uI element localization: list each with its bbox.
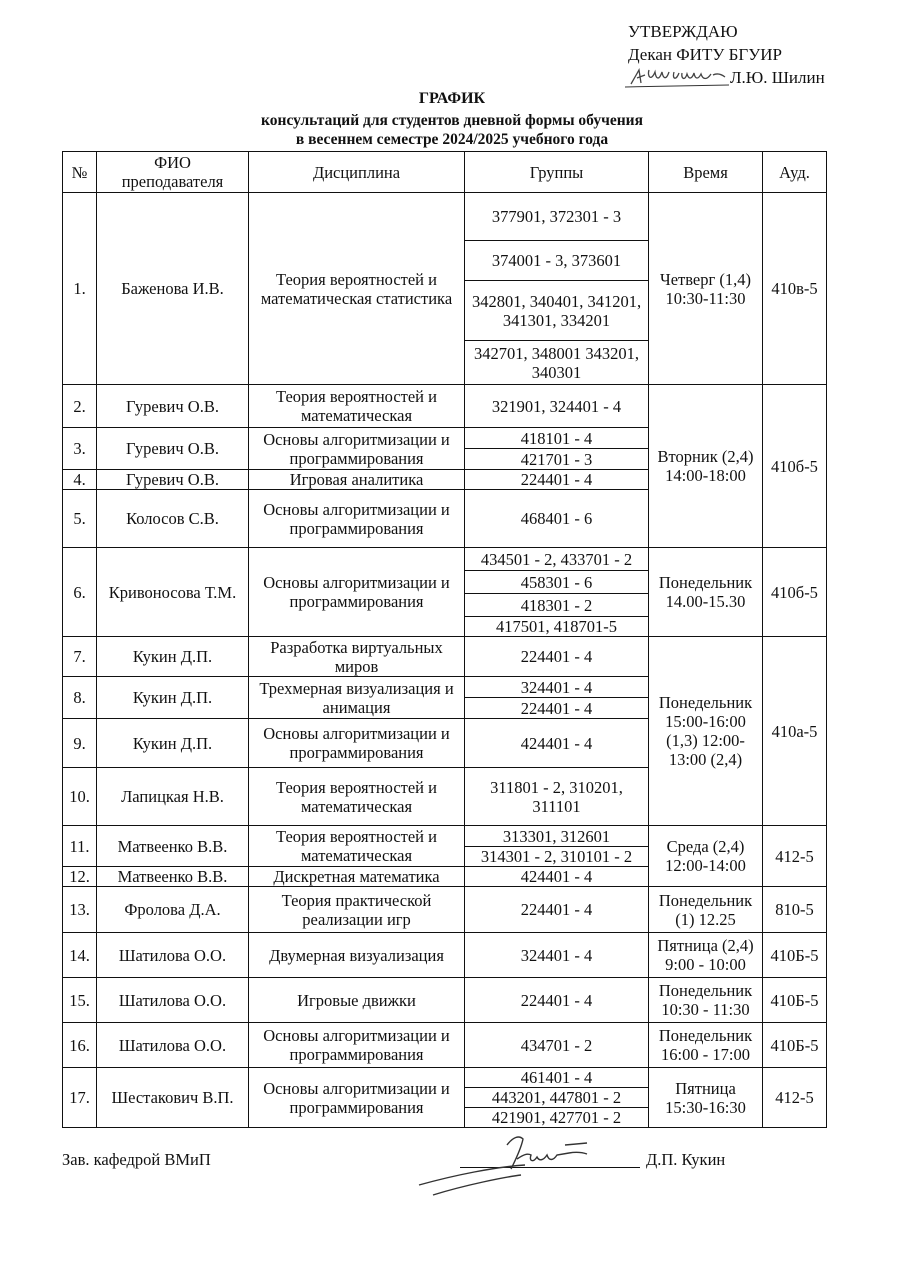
row-discipline: Двумерная визуализация (249, 933, 465, 978)
row-time: Пятница 15:30-16:30 (649, 1068, 763, 1128)
row-num: 12. (63, 867, 97, 887)
table-row (63, 933, 827, 978)
head-signature (415, 1125, 615, 1200)
row-time: Понедельник 14.00-15.30 (649, 548, 763, 637)
header-groups: Группы (465, 152, 649, 193)
row-teacher: Шатилова О.О. (97, 1023, 249, 1068)
row-group: 342801, 340401, 341201, 341301, 334201 (465, 281, 649, 341)
row-teacher: Кривоносова Т.М. (97, 548, 249, 637)
row-teacher: Матвеенко В.В. (97, 826, 249, 867)
header-num: № (63, 152, 97, 193)
row-group: 424401 - 4 (465, 719, 649, 768)
header-teacher-l1: ФИО (154, 153, 191, 172)
row-teacher: Колосов С.В. (97, 490, 249, 548)
row-group: 468401 - 6 (465, 490, 649, 548)
row-group: 342701, 348001 343201, 340301 (465, 341, 649, 385)
row-time: Понедельник 15:00-16:00 (1,3) 12:00-13:00 (2,4) (649, 637, 763, 826)
row-group: 461401 - 4 (465, 1068, 649, 1088)
row-room: 410б-5 (763, 385, 827, 548)
row-room: 410а-5 (763, 637, 827, 826)
row-teacher: Гуревич О.В. (97, 470, 249, 490)
row-num: 2. (63, 385, 97, 428)
row-group: 224401 - 4 (465, 887, 649, 933)
table-row (63, 193, 827, 241)
row-room: 410б-5 (763, 548, 827, 637)
row-num: 14. (63, 933, 97, 978)
row-time: Четверг (1,4) 10:30-11:30 (649, 193, 763, 385)
row-group: 314301 - 2, 310101 - 2 (465, 847, 649, 867)
row-discipline: Теория вероятностей и математическая (249, 385, 465, 428)
approval-position: Декан ФИТУ БГУИР (628, 45, 782, 64)
table-row (63, 826, 827, 847)
row-group: 421901, 427701 - 2 (465, 1108, 649, 1128)
row-teacher: Фролова Д.А. (97, 887, 249, 933)
table-row (63, 887, 827, 933)
row-group: 224401 - 4 (465, 978, 649, 1023)
row-room: 410в-5 (763, 193, 827, 385)
table-row (63, 1068, 827, 1088)
row-group: 424401 - 4 (465, 867, 649, 887)
table-row (63, 548, 827, 571)
row-num: 5. (63, 490, 97, 548)
row-discipline: Основы алгоритмизации и программирования (249, 428, 465, 470)
doc-title: ГРАФИК (418, 90, 486, 107)
row-group: 377901, 372301 - 3 (465, 193, 649, 241)
row-num: 16. (63, 1023, 97, 1068)
row-group: 321901, 324401 - 4 (465, 385, 649, 428)
row-num: 7. (63, 637, 97, 677)
table-row (63, 385, 827, 428)
row-discipline: Основы алгоритмизации и программирования (249, 548, 465, 637)
row-group: 224401 - 4 (465, 698, 649, 719)
row-num: 17. (63, 1068, 97, 1128)
row-time: Понедельник 10:30 - 11:30 (649, 978, 763, 1023)
row-num: 4. (63, 470, 97, 490)
row-num: 10. (63, 768, 97, 826)
row-group: 458301 - 6 (465, 571, 649, 594)
row-teacher: Гуревич О.В. (97, 428, 249, 470)
approval-signer-name: Л.Ю. Шилин (730, 68, 825, 87)
row-num: 11. (63, 826, 97, 867)
row-teacher: Шестакович В.П. (97, 1068, 249, 1128)
row-discipline: Игровая аналитика (249, 470, 465, 490)
row-num: 15. (63, 978, 97, 1023)
table-row (63, 978, 827, 1023)
row-group: 224401 - 4 (465, 470, 649, 490)
row-discipline: Теория вероятностей и математическая (249, 826, 465, 867)
doc-semester: в весеннем семестре 2024/2025 учебного года (295, 131, 609, 148)
row-group: 421701 - 3 (465, 449, 649, 470)
row-num: 9. (63, 719, 97, 768)
row-teacher: Шатилова О.О. (97, 933, 249, 978)
row-teacher: Кукин Д.П. (97, 637, 249, 677)
row-discipline: Трехмерная визуализация и анимация (249, 677, 465, 719)
row-room: 412-5 (763, 1068, 827, 1128)
row-discipline: Теория практической реализации игр (249, 887, 465, 933)
row-group: 313301, 312601 (465, 826, 649, 847)
footer-position: Зав. кафедрой ВМиП (62, 1150, 211, 1169)
row-room: 410Б-5 (763, 933, 827, 978)
row-discipline: Теория вероятностей и математическая статистика (249, 193, 465, 385)
row-num: 6. (63, 548, 97, 637)
row-group: 434701 - 2 (465, 1023, 649, 1068)
row-time: Понедельник (1) 12.25 (649, 887, 763, 933)
header-time: Время (649, 152, 763, 193)
row-teacher: Матвеенко В.В. (97, 867, 249, 887)
row-time: Пятница (2,4) 9:00 - 10:00 (649, 933, 763, 978)
row-teacher: Шатилова О.О. (97, 978, 249, 1023)
row-discipline: Основы алгоритмизации и программирования (249, 1023, 465, 1068)
row-teacher: Кукин Д.П. (97, 719, 249, 768)
doc-subtitle: консультаций для студентов дневной формы обучения (261, 112, 643, 129)
row-group: 434501 - 2, 433701 - 2 (465, 548, 649, 571)
row-discipline: Разработка виртуальных миров (249, 637, 465, 677)
row-discipline: Игровые движки (249, 978, 465, 1023)
row-discipline: Основы алгоритмизации и программирования (249, 490, 465, 548)
row-group: 443201, 447801 - 2 (465, 1088, 649, 1108)
row-teacher: Кукин Д.П. (97, 677, 249, 719)
row-group: 417501, 418701-5 (465, 617, 649, 637)
table-row (63, 637, 827, 677)
header-teacher (97, 152, 249, 193)
header-teacher-l2: преподавателя (121, 172, 224, 191)
row-num: 3. (63, 428, 97, 470)
row-room: 412-5 (763, 826, 827, 887)
row-discipline: Дискретная математика (249, 867, 465, 887)
footer-signer: Д.П. Кукин (646, 1150, 726, 1169)
row-group: 224401 - 4 (465, 637, 649, 677)
row-teacher: Баженова И.В. (97, 193, 249, 385)
row-teacher: Гуревич О.В. (97, 385, 249, 428)
row-group: 324401 - 4 (465, 933, 649, 978)
row-time: Среда (2,4) 12:00-14:00 (649, 826, 763, 887)
header-room: Ауд. (763, 152, 827, 193)
consultation-table (62, 151, 827, 1128)
row-room: 410Б-5 (763, 1023, 827, 1068)
row-discipline: Теория вероятностей и математическая (249, 768, 465, 826)
row-group: 418101 - 4 (465, 428, 649, 449)
row-time: Вторник (2,4) 14:00-18:00 (649, 385, 763, 548)
row-discipline: Основы алгоритмизации и программирования (249, 719, 465, 768)
row-group: 324401 - 4 (465, 677, 649, 698)
row-teacher: Лапицкая Н.В. (97, 768, 249, 826)
row-group: 418301 - 2 (465, 594, 649, 617)
table-header-row (63, 152, 827, 193)
row-room: 410Б-5 (763, 978, 827, 1023)
header-discipline: Дисциплина (249, 152, 465, 193)
row-num: 1. (63, 193, 97, 385)
row-num: 8. (63, 677, 97, 719)
row-time: Понедельник 16:00 - 17:00 (649, 1023, 763, 1068)
row-group: 374001 - 3, 373601 (465, 241, 649, 281)
row-group: 311801 - 2, 310201, 311101 (465, 768, 649, 826)
approval-heading: УТВЕРЖДАЮ (628, 22, 738, 41)
row-discipline: Основы алгоритмизации и программирования (249, 1068, 465, 1128)
row-num: 13. (63, 887, 97, 933)
table-row (63, 1023, 827, 1068)
row-room: 810-5 (763, 887, 827, 933)
